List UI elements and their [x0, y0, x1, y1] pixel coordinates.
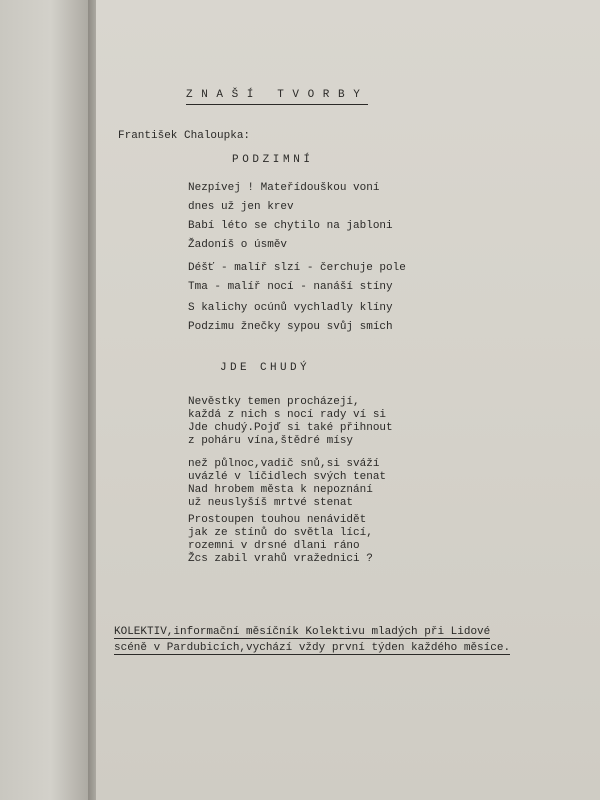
poem-line: uvázlé v líčidlech svých tenat [188, 471, 387, 483]
poem-line: Jde chudý.Pojď si také přihnout [188, 422, 393, 434]
typewritten-page [96, 0, 600, 800]
poem-line: než půlnoc,vadič snů,si sváží [188, 458, 380, 470]
poem-title-podzimni: PODZIMNÍ [232, 154, 314, 166]
poem-line: Nad hrobem města k nepoznání [188, 484, 373, 496]
poem-line: Žcs zabil vrahů vražednici ? [188, 553, 373, 565]
poem-line: Nezpívej ! Mateřídouškou voní [188, 182, 380, 194]
poem-line: už neuslyšíš mrtvé stenat [188, 497, 354, 509]
poem1-stanza-3 [188, 302, 393, 340]
poem-line: z poháru vína,štědré mísy [188, 435, 354, 447]
poem-line: Babí léto se chytilo na jabloni [188, 220, 393, 232]
colophon [114, 624, 510, 656]
poem-title-jde-chudy: JDE CHUDÝ [220, 362, 311, 374]
poem-line: jak ze stínů do světla lící, [188, 527, 373, 539]
colophon-text-1: KOLEKTIV,informační měsíčník Kolektivu mladých při Lidové [114, 626, 491, 638]
section-heading: ZNAŠÍ TVORBY [186, 89, 368, 105]
left-page-edge [0, 0, 92, 800]
poem-line: Podzimu žnečky sypou svůj smích [188, 321, 393, 333]
colophon-line-2 [114, 640, 510, 656]
poem2-stanza-2 [188, 458, 386, 510]
poem-line: S kalichy ocúnů vychladly klíny [188, 302, 393, 314]
poem-line: Tma - malíř nocí - nanáší stíny [188, 281, 393, 293]
poem1-stanza-2 [188, 262, 406, 300]
author-name: František Chaloupka: [118, 130, 251, 142]
poem1-stanza-1 [188, 182, 393, 258]
colophon-text-2: scéně v Pardubicích,vychází vždy první týden každého měsíce. [114, 642, 511, 654]
poem-line: Nevěstky temen procházejí, [188, 396, 360, 408]
colophon-line-1 [114, 624, 510, 640]
poem2-stanza-3 [188, 514, 373, 566]
poem-line: každá z nich s nocí rady ví si [188, 409, 387, 421]
poem-line: Déšť - malíř slzí - čerchuje pole [188, 262, 406, 274]
poem-line: rozemni v drsné dlani ráno [188, 540, 360, 552]
poem2-stanza-1 [188, 396, 393, 448]
poem-line: dnes už jen krev [188, 201, 294, 213]
poem-line: Žadoníš o úsměv [188, 239, 288, 251]
poem-line: Prostoupen touhou nenávidět [188, 514, 367, 526]
